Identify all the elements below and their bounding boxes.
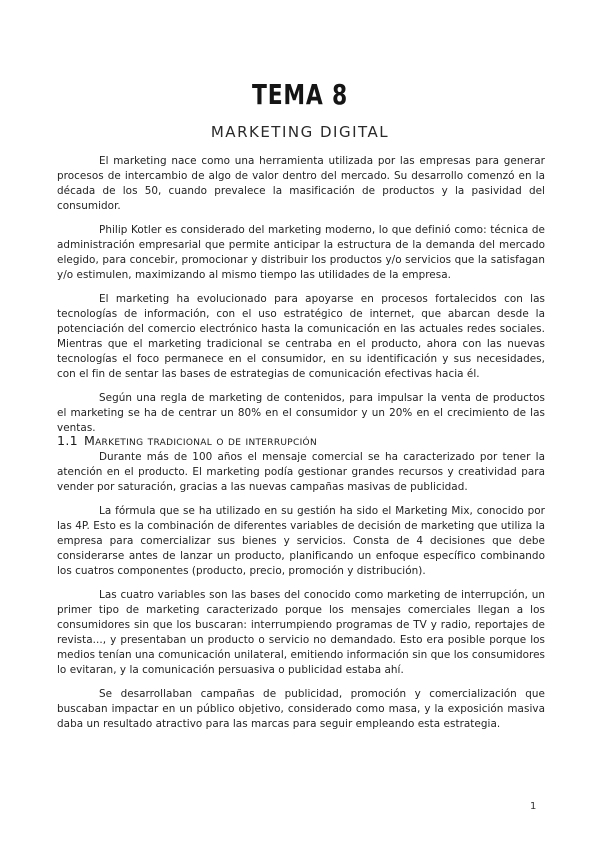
section-text <box>57 450 545 741</box>
section-title: Marketing tradicional o de interrupción <box>83 433 317 448</box>
paragraph: Según una regla de marketing de contenidos, para impulsar la venta de productos el marketing se ha de centrar un 80% en el consumidor y un 20% en el crecimiento de las ventas. <box>57 391 545 434</box>
paragraph: Las cuatro variables son las bases del conocido como marketing de interrupción, un primer tipo de marketing caracterizado porque los mensajes comerciales llegan a los consumidores sin que los buscaran: interrumpiendo programas de TV y radio, reportajes de revista..., y presentaban un producto o servicio no demandado. Esto era posible porque los medios tenían una comunicación unilateral, emitiendo información sin que los consumidores lo evitaran, y la comunicación persuasiva o publicidad estaba ahí. <box>57 588 545 677</box>
page-number: 1 <box>530 801 537 812</box>
paragraph: Durante más de 100 años el mensaje comercial se ha caracterizado por tener la atención en el producto. El marketing podía gestionar grandes recursos y creatividad para vender por saturación, gracias a las nuevas campañas masivas de publicidad. <box>57 451 545 494</box>
page-title: TEMA 8 <box>252 78 348 111</box>
paragraph: La fórmula que se ha utilizado en su gestión ha sido el Marketing Mix, conocido por las 4P. Esto es la combinación de diferentes variables de decisión de marketing que utiliza la empresa para comercializar sus bienes y servicios. Consta de 4 decisiones que debe considerarse antes de lanzar un producto, planificando un enfoque específico combinando los cuatros componentes (producto, precio, promoción y distribución). <box>57 504 545 578</box>
section-number: 1.1 <box>57 433 78 448</box>
paragraph: El marketing nace como una herramienta utilizada por las empresas para generar procesos de intercambio de algo de valor dentro del mercado. Su desarrollo comenzó en la década de los 50, cuando prevalece la masificación de productos y la pasividad del consumidor. <box>57 155 545 213</box>
section-heading <box>57 433 545 448</box>
intro-text <box>57 154 545 445</box>
paragraph: Se desarrollaban campañas de publicidad, promoción y comercialización que buscaban impactar en un público objetivo, considerado como masa, y la exposición masiva daba un resultado atractivo para las marcas para seguir empleando esta estrategia. <box>57 687 545 730</box>
page-subtitle: MARKETING DIGITAL <box>210 123 390 141</box>
paragraph: Philip Kotler es considerado del marketing moderno, lo que definió como: técnica de administración empresarial que permite anticipar la estructura de la demanda del mercado elegido, para concebir, promocionar y distribuir los productos y/o servicios que la satisfagan y/o estimulen, maximizando al mismo tiempo las utilidades de la empresa. <box>57 223 545 282</box>
paragraph: El marketing ha evolucionado para apoyarse en procesos fortalecidos con las tecnologías de información, con el uso estratégico de internet, que abarcan desde la potenciación del comercio electrónico hasta la comunicación en las actuales redes sociales. Mientras que el marketing tradicional se centraba en el producto, ahora con las nuevas tecnologías el foco permanece en el consumidor, en su identificación y sus necesidades, con el fin de sentar las bases de estrategias de comunicación efectivas hacia él. <box>57 292 545 381</box>
